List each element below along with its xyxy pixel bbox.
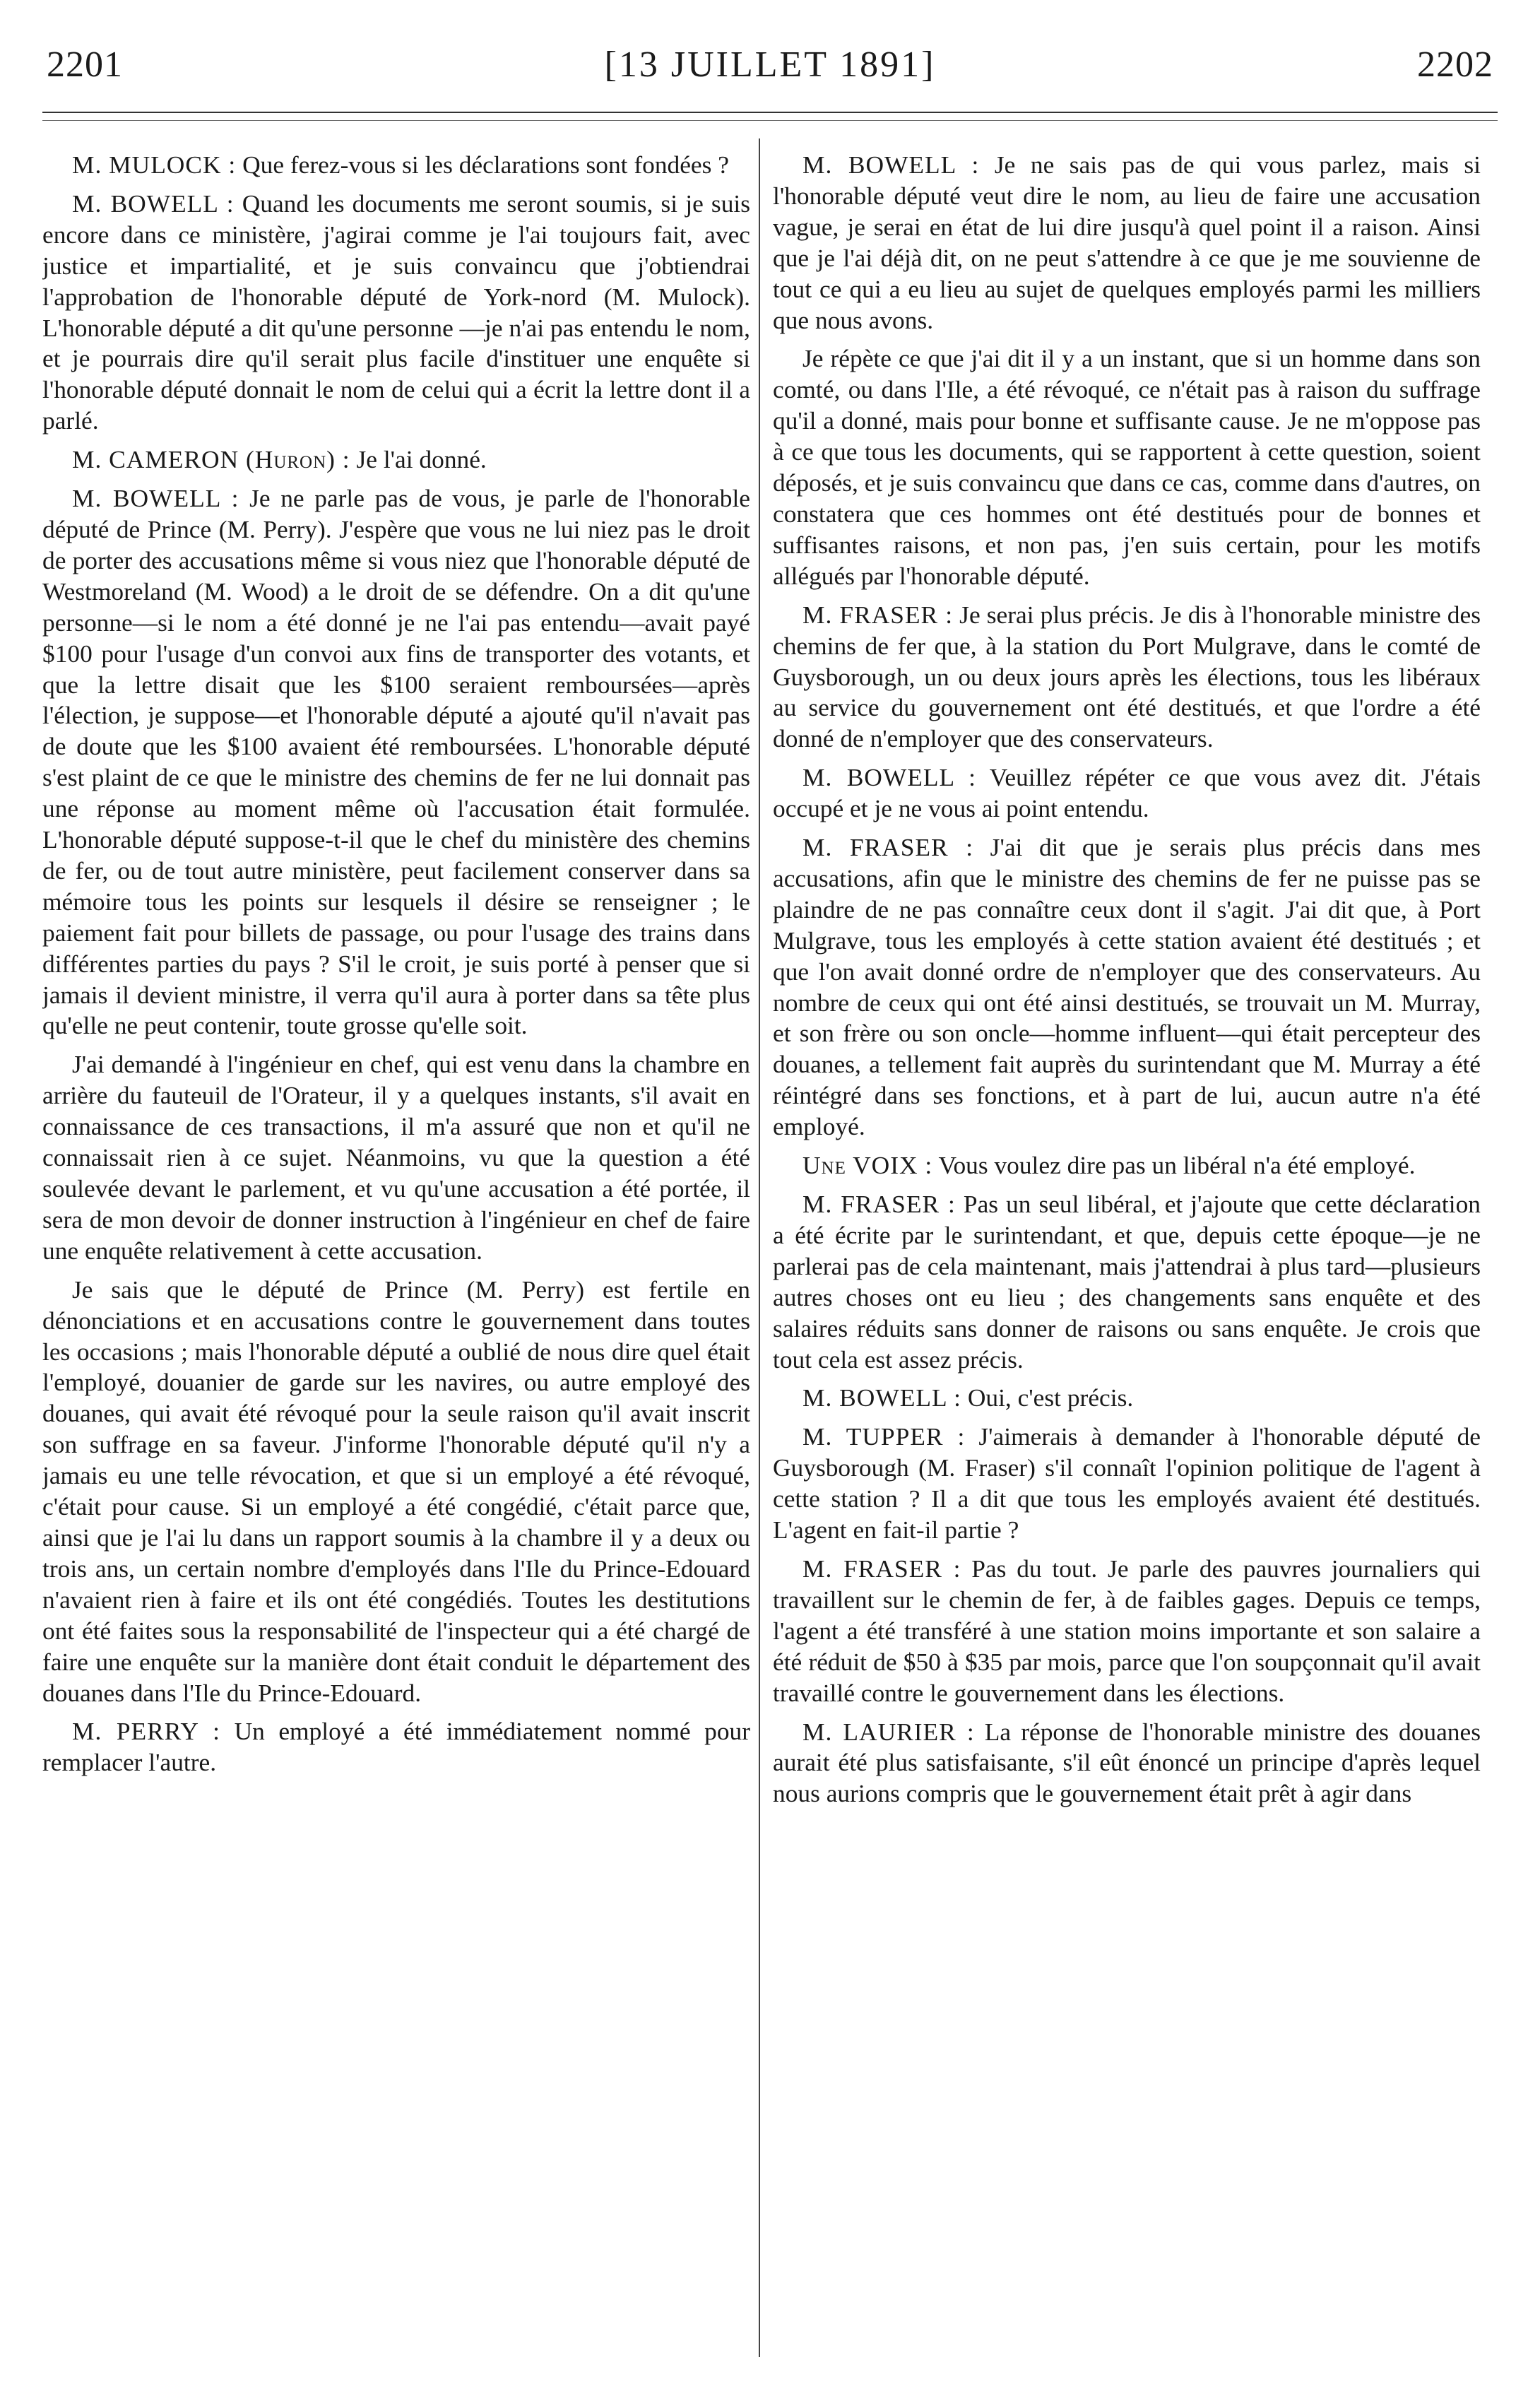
- column-divider: [759, 138, 760, 2357]
- paragraph: [42, 1716, 750, 1778]
- speaker-name: M. FRASER :: [802, 600, 954, 629]
- page-number-left: 2201: [47, 45, 123, 85]
- paragraph-text: Je serai plus précis. Je dis à l'honorable ministre des chemins de fer que, à la station du Port Mulgrave, dans le comté de Guysborough, un ou deux jours après les élections, tous les libéraux au service du gouvernement ont été destitués, et que l'ordre a été donné de n'employer que des conservateurs.: [773, 600, 1481, 753]
- paragraph: [42, 189, 750, 437]
- paragraph: [42, 150, 750, 181]
- paragraph: [773, 343, 1481, 591]
- paragraph-text: Vous voulez dire pas un libéral n'a été employé.: [938, 1151, 1416, 1180]
- paragraph-text: Oui, c'est précis.: [967, 1383, 1134, 1412]
- paragraph: [773, 150, 1481, 336]
- right-column: [773, 150, 1481, 2354]
- speaker-name: M. MULOCK :: [72, 150, 237, 179]
- speaker-name: M. FRASER :: [802, 1190, 956, 1218]
- speaker-name: M. CAMERON (Huron) :: [72, 445, 350, 474]
- paragraph-text: Je sais que le député de Prince (M. Perry) est fertile en dénonciations et en accusations contre le gouvernement dans toutes les occasions ; mais l'honorable député a oublié de nous dire quel était l'employé, douanier de garde sur les navires, ou autre employé des douanes, qui avait été révoqué pour la seule raison qu'il avait inscrit son suffrage en sa faveur. J'informe l'honorable député qu'il n'y a jamais eu une telle révocation, et que si un employé a été révoqué, c'était pour cause. Si un employé a été congédié, c'était parce que, ainsi que je l'ai lu dans un rapport soumis à la chambre il y a deux ou trois ans, un certain nombre d'employés dans l'Ile du Prince-Edouard n'avaient rien à faire et ils ont été congédiés. Toutes les destitutions ont été faites sous la responsabilité de l'inspecteur qui a été chargé de faire une enquête sur la manière dont était conduit le département des douanes dans l'Ile du Prince-Edouard.: [42, 1275, 750, 1707]
- header-rule-thin: [42, 120, 1498, 121]
- speaker-name: M. PERRY :: [72, 1717, 221, 1746]
- speaker-name: Une VOIX :: [802, 1151, 933, 1180]
- paragraph-text: La réponse de l'honorable ministre des douanes aurait été plus satisfaisante, s'il eût énoncé un principe d'après lequel nous aurions compris que le gouvernement était prêt à agir dans: [773, 1717, 1481, 1808]
- speaker-name: M. FRASER :: [802, 833, 974, 862]
- paragraph: [42, 1049, 750, 1266]
- paragraph: [773, 1422, 1481, 1546]
- paragraph: [773, 1554, 1481, 1709]
- paragraph-text: J'aimerais à demander à l'honorable député de Guysborough (M. Fraser) s'il connaît l'opinion politique de l'agent à cette station ? Il a dit que tous les employés avaient été destitués. L'agent en fait-il partie ?: [773, 1422, 1481, 1545]
- paragraph: [773, 832, 1481, 1142]
- paragraph-text: J'ai dit que je serais plus précis dans mes accusations, afin que le ministre des chemins de fer ne puisse pas se plaindre de ne pas connaître ceux dont il s'agit. J'ai dit que, à Port Mulgrave, tous les employés à cette station avaient été destitués ; et que l'on avait donné ordre de n'employer que des conservateurs. Au nombre de ceux qui ont été ainsi destitués, se trouvait un M. Murray, et son frère ou son oncle—homme influent—qui était percepteur des douanes, a tellement fait auprès du surintendant que M. Murray a été réintégré dans ses fonctions, et à part de lui, aucun autre n'a été employé.: [773, 833, 1481, 1141]
- speaker-name: M. BOWELL :: [802, 1383, 961, 1412]
- speaker-name: M. FRASER :: [802, 1554, 961, 1583]
- paragraph-text: Un employé a été immédiatement nommé pour remplacer l'autre.: [42, 1717, 750, 1777]
- speaker-name: M. LAURIER :: [802, 1717, 975, 1746]
- header-rule: [42, 112, 1498, 113]
- paragraph-text: Je ne parle pas de vous, je parle de l'honorable député de Prince (M. Perry). J'espère que vous ne lui niez pas le droit de porter des accusations même si vous niez que l'honorable député de Westmoreland (M. Wood) a le droit de se défendre. On a dit qu'une personne—si le nom a été donné je ne l'ai pas entendu—avait payé $100 pour l'usage d'un convoi aux fins de transporter des votants, et que la lettre disait que les $100 seraient remboursées—après l'élection, je suppose—et l'honorable député a ajouté qu'il n'avait pas de doute que les $100 avaient été remboursées. L'honorable député s'est plaint de ce que le ministre des chemins de fer ne lui donnait pas une réponse au moment même où l'accusation était formulée. L'honorable député suppose-t-il que le chef du ministère des chemins de fer, ou de tout autre ministère, peut facilement conserver dans sa mémoire tous les points sur lesquels il désire se renseigner ; le paiement fait pour billets de passage, ou pour l'usage des trains dans différentes parties du pays ? S'il le croit, je suis porté à penser que si jamais il devient ministre, il verra qu'il aura à porter dans sa tête plus qu'elle ne peut contenir, toute grosse qu'elle soit.: [42, 484, 750, 1040]
- paragraph-text: Je l'ai donné.: [356, 445, 487, 474]
- paragraph-text: Veuillez répéter ce que vous avez dit. J'étais occupé et je ne vous ai point entendu.: [773, 763, 1481, 823]
- left-column: [42, 150, 750, 2354]
- paragraph: [773, 1189, 1481, 1375]
- header-date: [13 JUILLET 1891]: [604, 45, 936, 85]
- speaker-name: M. TUPPER :: [802, 1422, 966, 1451]
- paragraph: [42, 444, 750, 476]
- paragraph: [42, 483, 750, 1041]
- paragraph-text: J'ai demandé à l'ingénieur en chef, qui est venu dans la chambre en arrière du fauteuil de l'Orateur, il y a quelques instants, s'il avait en connaissance de ces transactions, il m'a assuré que non et qu'il ne connaissait rien à ce sujet. Néanmoins, vu que la question a été soulevée devant le parlement, et vu qu'une accusation a été portée, il sera de mon devoir de donner instruction à l'ingénieur en chef de faire une enquête relativement à cette accusation.: [42, 1050, 750, 1265]
- paragraph: [773, 600, 1481, 755]
- speaker-name: M. BOWELL :: [802, 150, 980, 179]
- paragraph: [773, 1383, 1481, 1414]
- paragraph-text: Je répète ce que j'ai dit il y a un instant, que si un homme dans son comté, ou dans l'Ile, a été révoqué, ce n'était pas à raison du suffrage qu'il a donné, mais pour bonne et suffisante cause. Je ne m'oppose pas à ce que tous les documents, qui se rapportent à cette question, soient déposés, et je suis convaincu que dans ce cas, comme dans d'autres, on constatera que ces hommes ont été destitués pour de bonnes et suffisantes raisons, et non pas, j'en suis certain, pour les motifs allégués par l'honorable député.: [773, 344, 1481, 590]
- page-number-right: 2202: [1417, 45, 1493, 85]
- speaker-name: M. BOWELL :: [72, 484, 239, 513]
- paragraph-text: Quand les documents me seront soumis, si je suis encore dans ce ministère, j'agirai comme je l'ai toujours fait, avec justice et impartialité, et je suis convaincu que j'obtiendrai l'approbation de l'honorable député de York-nord (M. Mulock). L'honorable député a dit qu'une personne —je n'ai pas entendu le nom, et je pourrais dire qu'il serait plus facile d'instituer une enquête si l'honorable député donnait le nom de celui qui a écrit la lettre dont il a parlé.: [42, 189, 750, 435]
- paragraph-text: Je ne sais pas de qui vous parlez, mais si l'honorable député veut dire le nom, au lieu de faire une accusation vague, je serai en état de lui dire jusqu'à quel point il a raison. Ainsi que je l'ai déjà dit, on ne peut s'attendre à ce que je me souvienne de tout ce qui a eu lieu au sujet de quelques employés parmi les milliers que nous avons.: [773, 150, 1481, 334]
- paragraph: [773, 1150, 1481, 1181]
- paragraph-text: Que ferez-vous si les déclarations sont fondées ?: [242, 150, 729, 179]
- paragraph: [773, 762, 1481, 825]
- speaker-name: M. BOWELL :: [72, 189, 235, 218]
- paragraph: [42, 1275, 750, 1709]
- paragraph-text: Pas du tout. Je parle des pauvres journaliers qui travaillent sur le chemin de fer, à de faibles gages. Depuis ce temps, l'agent a été transféré à une station moins importante et son salaire a été réduit de $50 à $35 par mois, parce que l'on soupçonnait qu'il avait travaillé contre le gouvernement dans les élections.: [773, 1554, 1481, 1707]
- paragraph: [773, 1717, 1481, 1810]
- speaker-name: M. BOWELL :: [802, 763, 977, 792]
- paragraph-text: Pas un seul libéral, et j'ajoute que cette déclaration a été écrite par le surintendant, et que, depuis cette époque—je ne parlerai pas de cela maintenant, mais j'attendrai à plus tard—plusieurs autres choses ont eu lieu ; des changements sans enquête et des salaires réduits sans donner de raisons ou sans enquête. Je crois que tout cela est assez précis.: [773, 1190, 1481, 1374]
